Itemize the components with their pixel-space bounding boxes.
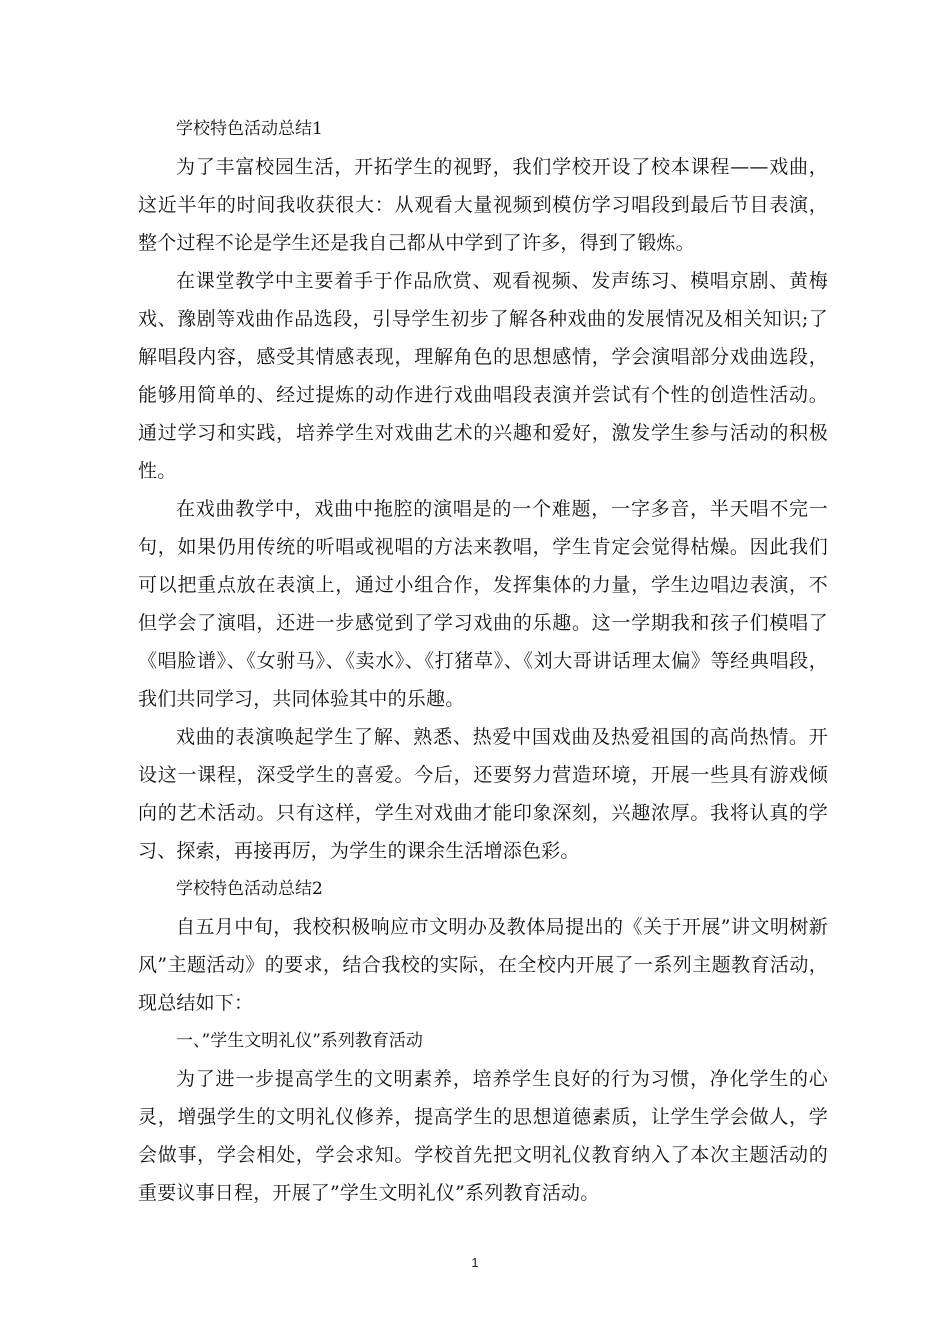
paragraph: 在戏曲教学中，戏曲中拖腔的演唱是的一个难题，一字多音，半天唱不完一句，如果仍用传统的听唱或视唱的方法来教唱，学生肯定会觉得枯燥。因此我们可以把重点放在表演上，通过小组合作，发挥集体的力量，学生边唱边表演，不但学会了演唱，还进一步感觉到了学习戏曲的乐趣。这一学期我和孩子们模唱了《唱脸谱》、《女驸马》、《卖水》、《打猪草》、《刘大哥讲话理太偏》等经典唱段，我们共同学习，共同体验其中的乐趣。 [138, 498, 828, 710]
paragraph: 戏曲的表演唤起学生了解、熟悉、热爱中国戏曲及热爱祖国的高尚热情。开设这一课程，深受学生的喜爱。今后，还要努力营造环境，开展一些具有游戏倾向的艺术活动。只有这样，学生对戏曲才能印象深刻，兴趣浓厚。我将认真的学习、探索，再接再厉，为学生的课余生活增添色彩。 [138, 726, 828, 862]
page-number: 1 [471, 1255, 479, 1270]
section-heading: 学校特色活动总结1 [176, 119, 323, 139]
section-heading: 学校特色活动总结2 [176, 879, 323, 899]
paragraph: 自五月中旬，我校积极响应市文明办及教体局提出的《关于开展”讲文明树新风”主题活动》的要求，结合我校的实际，在全校内开展了一系列主题教育活动，现总结如下： [138, 916, 828, 1014]
paragraph: 为了进一步提高学生的文明素养，培养学生良好的行为习惯，净化学生的心灵，增强学生的文明礼仪修养，提高学生的思想道德素质，让学生学会做人，学会做事，学会相处，学会求知。学校首先把文明礼仪教育纳入了本次主题活动的重要议事日程，开展了”学生文明礼仪”系列教育活动。 [138, 1068, 828, 1204]
subsection-heading: 一、”学生文明礼仪”系列教育活动 [176, 1031, 423, 1051]
paragraph: 为了丰富校园生活，开拓学生的视野，我们学校开设了校本课程——戏曲，这近半年的时间我收获很大：从观看大量视频到模仿学习唱段到最后节目表演，整个过程不论是学生还是我自己都从中学到了许多，得到了锻炼。 [138, 156, 828, 254]
paragraph: 在课堂教学中主要着手于作品欣赏、观看视频、发声练习、模唱京剧、黄梅戏、豫剧等戏曲作品选段，引导学生初步了解各种戏曲的发展情况及相关知识;了解唱段内容，感受其情感表现，理解角色的思想感情，学会演唱部分戏曲选段，能够用简单的、经过提炼的动作进行戏曲唱段表演并尝试有个性的创造性活动。通过学习和实践，培养学生对戏曲艺术的兴趣和爱好，激发学生参与活动的积极性。 [138, 270, 828, 482]
document-body [138, 110, 828, 1212]
